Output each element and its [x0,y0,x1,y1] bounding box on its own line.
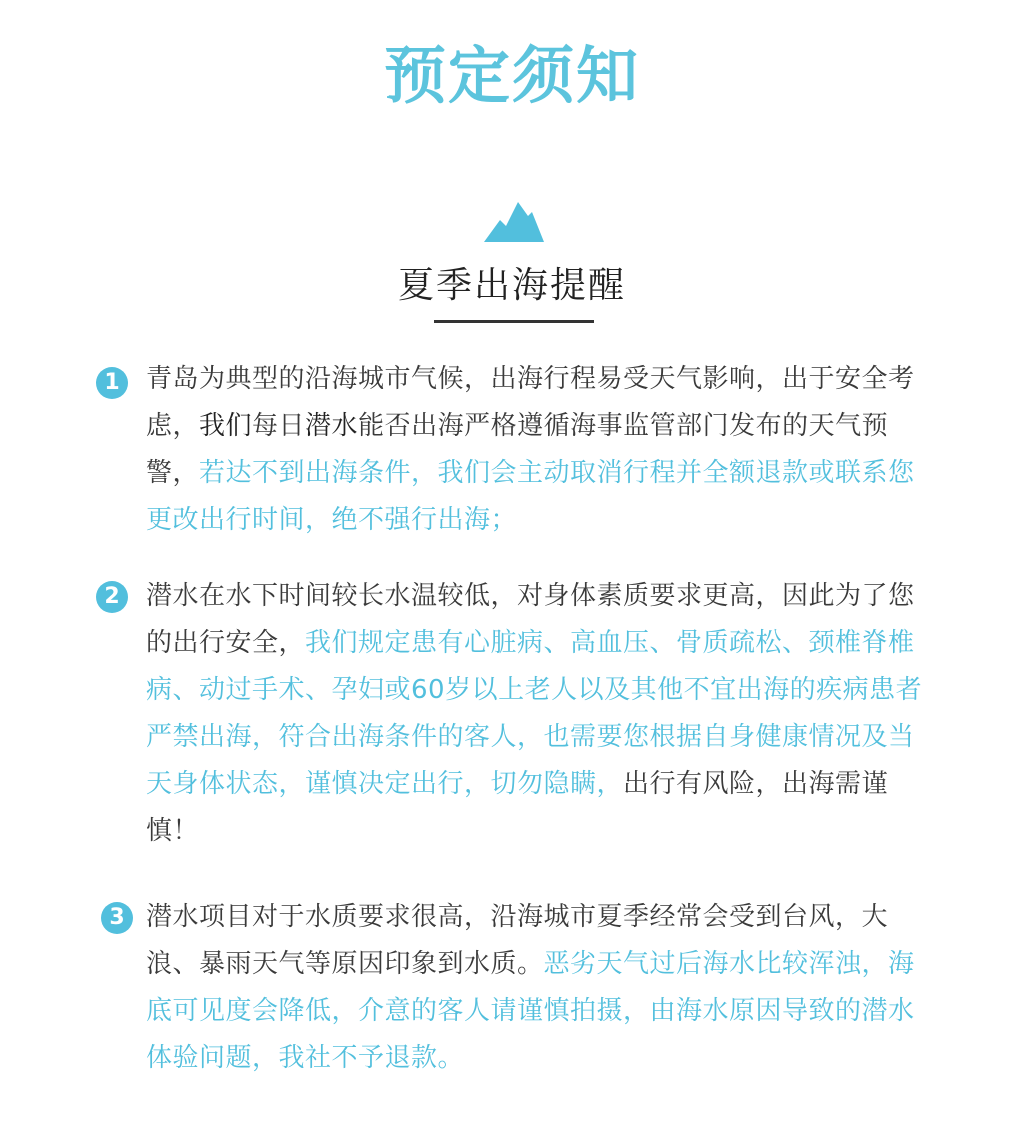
notice-text [146,356,936,544]
notice-text [146,573,936,855]
text-segment-bold: 潜水 [305,411,359,441]
text-segment: 青岛为典型的沿海城市气候，出海行程易受天气影响，出于安全考虑， [146,364,915,441]
text-segment: 潜水在水下时间较长水温较低，对身体素质要求更高，因此为了您的出行安全， [146,581,915,658]
number-badge: 3 [101,902,133,934]
text-segment-highlight: 恶劣天气过后海水比较浑浊，海底可见度会降低，介意的客人请谨慎拍摄，由海水原因导致的潜水体验问题，我社不予退款。 [146,949,915,1073]
section-heading: 夏季出海提醒 [397,265,626,306]
text-segment: 能否出海严格遵循海事监管部门发布的天气预警， [146,411,889,488]
section-heading-underline [434,320,594,323]
text-segment: 潜水项目对于水质要求很高，沿海城市夏季经常会受到台风，大浪、暴雨天气等原因印象到水质。 [146,902,889,979]
number-badge: 2 [96,581,128,613]
text-segment: 每日 [252,411,306,441]
text-segment-bold: 我们 [199,411,253,441]
text-segment-highlight: 我们规定患有心脏病、高血压、骨质疏松、颈椎脊椎病、动过手术、孕妇或60岁以上老人以及其他不宜出海的疾病患者严禁出海，符合出海条件的客人，也需要您根据自身健康情况及当天身体状态，谨慎决定出行，切勿隐瞒， [146,628,923,799]
page-title: 预定须知 [383,39,640,112]
mountain-icon [484,198,544,242]
number-badge: 1 [96,367,128,399]
text-segment-highlight: 若达不到出海条件，我们会主动取消行程并全额退款或联系您更改出行时间，绝不强行出海； [146,458,915,535]
notice-text [146,894,936,1082]
text-segment: 出行有风险，出海需谨慎！ [146,769,889,846]
